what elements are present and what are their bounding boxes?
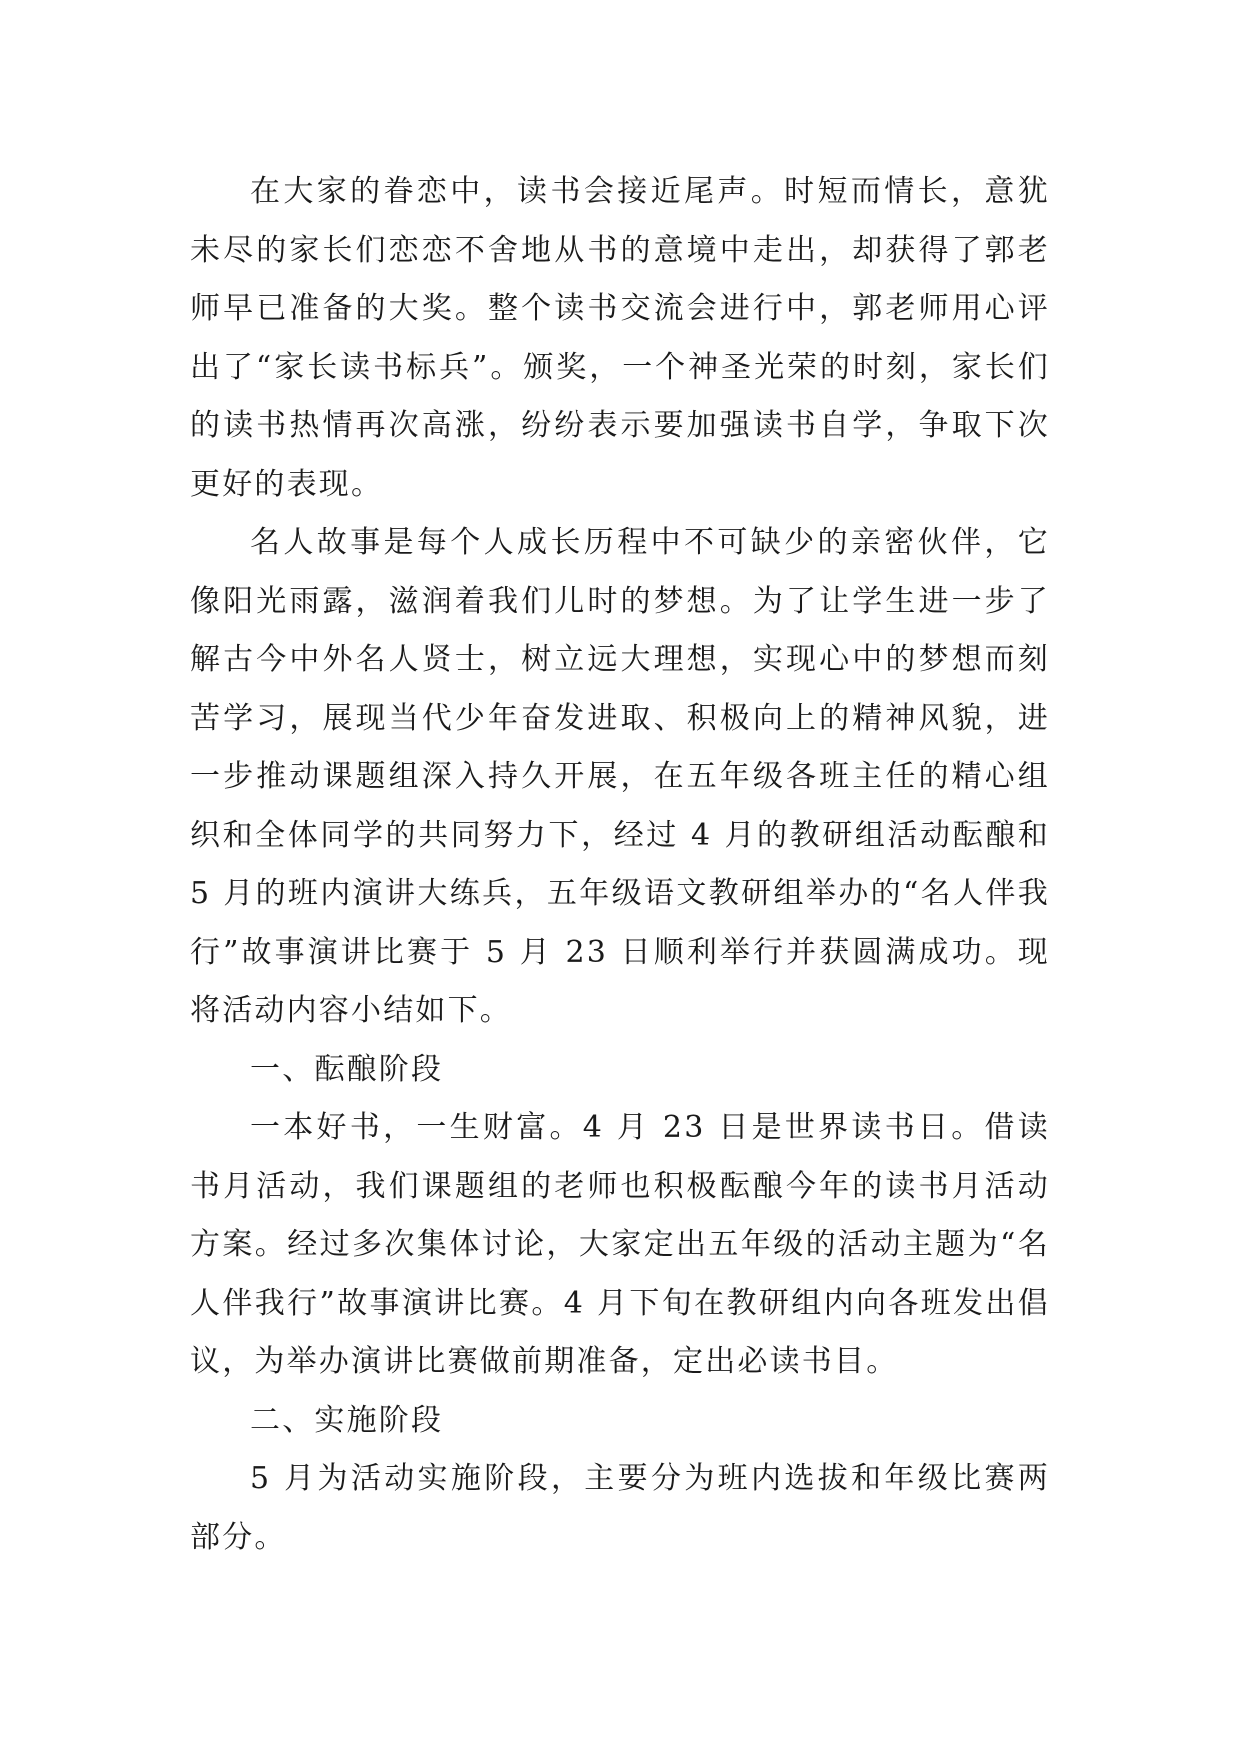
paragraph-implementation-stage: 5 月为活动实施阶段，主要分为班内选拔和年级比赛两部分。 (190, 1461, 1050, 1555)
paragraph-preparation-stage: 一本好书，一生财富。4 月 23 日是世界读书日。借读书月活动，我们课题组的老师也积极酝酿今年的读书月活动方案。经过多次集体讨论，大家定出五年级的活动主题为“名人伴我行”故事演讲比赛。4 月下旬在教研组内向各班发出倡议，为举办演讲比赛做前期准备，定出必读书目。 (190, 1110, 1050, 1379)
document-body (190, 163, 1050, 1567)
paragraph-activity-introduction: 名人故事是每个人成长历程中不可缺少的亲密伙伴，它像阳光雨露，滋润着我们儿时的梦想。为了让学生进一步了解古今中外名人贤士，树立远大理想，实现心中的梦想而刻苦学习，展现当代少年奋发进取、积极向上的精神风貌，进一步推动课题组深入持久开展，在五年级各班主任的精心组织和全体同学的共同努力下，经过 4 月的教研组活动酝酿和 5 月的班内演讲大练兵，五年级语文教研组举办的“名人伴我行”故事演讲比赛于 5 月 23 日顺利举行并获圆满成功。现将活动内容小结如下。 (190, 525, 1050, 1028)
paragraph-reading-party-ending: 在大家的眷恋中，读书会接近尾声。时短而情长，意犹未尽的家长们恋恋不舍地从书的意境中走出，却获得了郭老师早已准备的大奖。整个读书交流会进行中，郭老师用心评出了“家长读书标兵”。颁奖，一个神圣光荣的时刻，家长们的读书热情再次高涨，纷纷表示要加强读书自学，争取下次更好的表现。 (190, 174, 1050, 502)
section-heading-preparation: 一、酝酿阶段 (250, 1051, 444, 1087)
section-heading-implementation: 二、实施阶段 (250, 1402, 444, 1438)
